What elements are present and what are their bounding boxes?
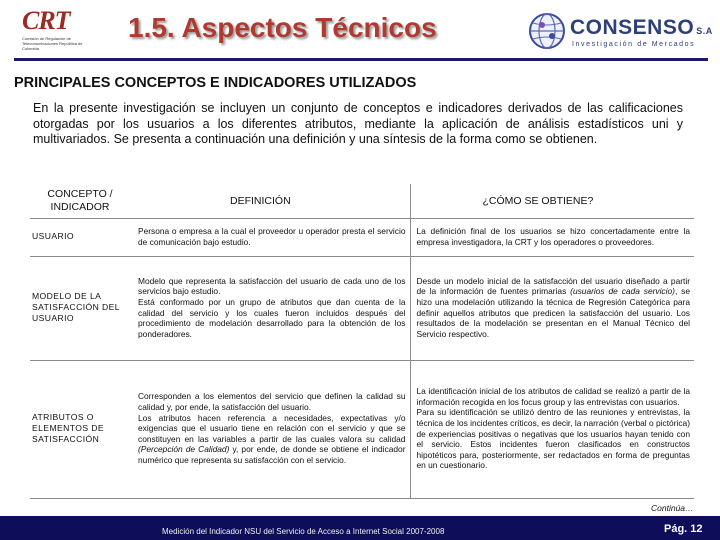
- header-definition: DEFINICIÓN: [130, 184, 410, 218]
- table-row: [30, 360, 694, 498]
- definition-cell: [130, 256, 410, 360]
- table-row: [30, 218, 694, 256]
- intro-paragraph: En la presente investigación se incluyen un conjunto de conceptos e indicadores derivados de las calificaciones otorgadas por los usuarios a los diferentes atributos, mediante la aplicación de análisis estadísticos uni y multivariados. Se presenta a continuación una definición y una síntesis de la forma como se obtienen.: [33, 101, 683, 146]
- consenso-logo-tagline: Investigación de Mercados: [572, 41, 696, 48]
- crt-logo: [22, 8, 92, 64]
- consenso-logo-word: CONSENSO: [570, 16, 695, 39]
- how-text-italic: (usuarios de cada servicio): [570, 286, 675, 297]
- definition-text: Los atributos hacen referencia a necesidades, expectativas y/o exigencias que el usuario tiene en relación con el servicio y que se constituyen en las variables a partir de las cuales valora su calidad: [138, 412, 406, 444]
- header-how: ¿CÓMO SE OBTIENE?: [410, 184, 694, 218]
- page-number: Pág. 12: [664, 523, 703, 535]
- definition-paragraph: [138, 413, 406, 466]
- header-concept: CONCEPTO / INDICADOR: [30, 184, 130, 218]
- how-paragraph: Para su identificación se utilizó dentro de las reuniones y entrevistas, la técnica de los incidentes críticos, es decir, la narración (verbal o pictórica) de experiencias positivas o negativas que los usuarios hayan tenido con el servicio. Estos incidentes fueron clasificados en constructos hipotéticos para, posteriormente, ser redactados en forma de preguntas en un cuestionario.: [416, 407, 690, 471]
- concepts-table: [30, 184, 694, 499]
- indicator-cell: USUARIO: [30, 218, 130, 256]
- header-divider: [14, 58, 708, 61]
- definition-text: y, por ende, de donde se obtiene el indicador numérico que representa su satisfacción con el servicio.: [138, 444, 406, 465]
- definition-paragraph: Modelo que representa la satisfacción del usuario de cada uno de los servicios bajo estudio.: [138, 275, 406, 297]
- how-text: Desde un modelo inicial de la satisfacción del usuario diseñado a partir de la información de fuentes primarias: [416, 275, 690, 297]
- consenso-logo: [524, 10, 720, 50]
- how-text: , se hizo una modelación utilizando la técnica de Regresión Categórica para definir aquellos atributos que predicen la satisfacción del usuario. Los resultados de la modelación se presentan en el Manual Técnico del Servicio respectivo.: [416, 286, 690, 339]
- how-cell: [410, 256, 694, 360]
- continued-note: Continúa…: [651, 503, 694, 513]
- definition-cell: Persona o empresa a la cual el proveedor u operador presta el servicio de comunicación bajo estudio.: [130, 218, 410, 256]
- definition-paragraph: Está conformado por un grupo de atributos que dan cuenta de la calidad del servicio y los cuales fueron incluidos después del procedimiento de modelación desarrollado para la obtención de los ponderadores.: [138, 296, 406, 339]
- slide-title: 1.5. Aspectos Técnicos: [128, 12, 437, 43]
- definition-cell: [130, 360, 410, 498]
- crt-logo-text: CRT: [22, 6, 70, 35]
- crt-logo-subtext: Comisión de Regulación de Telecomunicaciones República de Colombia: [22, 36, 83, 51]
- section-heading: PRINCIPALES CONCEPTOS E INDICADORES UTILIZADOS: [14, 75, 417, 91]
- table-header-row: [30, 184, 694, 218]
- indicator-cell: ATRIBUTOS O ELEMENTOS DE SATISFACCIÓN: [30, 360, 130, 498]
- consenso-logo-name: [570, 16, 713, 40]
- footer-text: Medición del Indicador NSU del Servicio de Acceso a Internet Social 2007-2008: [162, 527, 445, 536]
- table-row: [30, 256, 694, 360]
- definition-paragraph: Corresponden a los elementos del servicio que definen la calidad su calidad y, por ende, la satisfacción del usuario.: [138, 391, 406, 413]
- definition-text-italic: (Percepción de Calidad): [138, 444, 230, 455]
- how-paragraph: La identificación inicial de los atributos de calidad se realizó a partir de la información recogida en los focus group y las entrevistas con usuarios.: [416, 386, 690, 407]
- how-cell: [410, 360, 694, 498]
- consenso-logo-suffix: S.A: [696, 26, 713, 36]
- how-cell: La definición final de los usuarios se hizo concertadamente entre la empresa investigadora, la CRT y los operadores o proveedores.: [410, 218, 694, 256]
- indicator-cell: MODELO DE LA SATISFACCIÓN DEL USUARIO: [30, 256, 130, 360]
- globe-icon: [528, 12, 566, 50]
